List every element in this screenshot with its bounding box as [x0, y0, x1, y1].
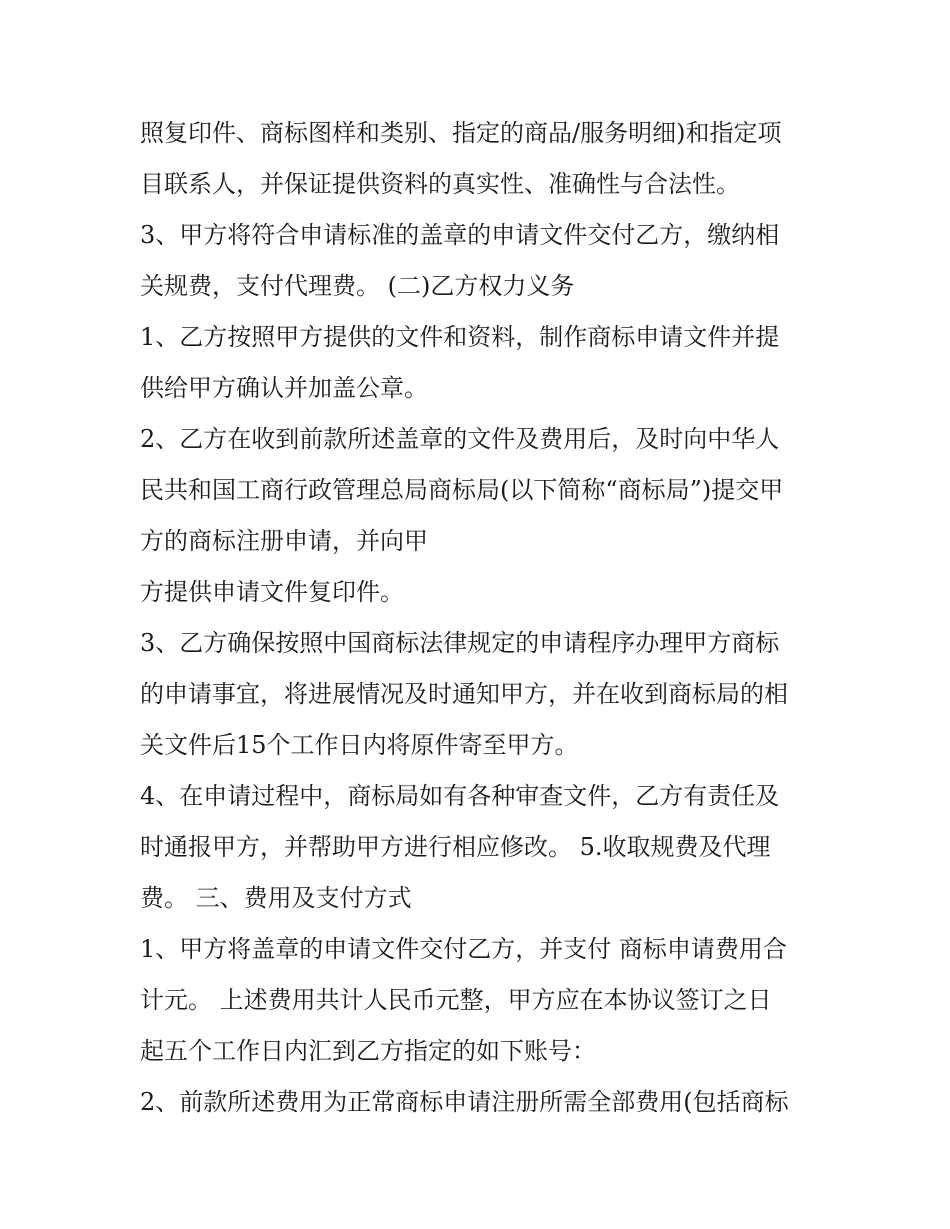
- text-line: 1、乙方按照甲方提供的文件和资料，制作商标申请文件并提: [140, 323, 780, 351]
- text-line: 3、乙方确保按照中国商标法律规定的申请程序办理甲方商标: [140, 629, 780, 657]
- text-line: 2、乙方在收到前款所述盖章的文件及费用后，及时向中华人: [140, 425, 780, 453]
- text-line: 目联系人，并保证提供资料的真实性、准确性与合法性。: [140, 170, 740, 198]
- text-line: 关规费，支付代理费。 (二)乙方权力义务: [140, 272, 575, 300]
- text-line: 照复印件、商标图样和类别、指定的商品/服务明细)和指定项: [140, 119, 782, 147]
- text-line: 时通报甲方，并帮助甲方进行相应修改。 5.收取规费及代理: [140, 833, 771, 861]
- text-line: 起五个工作日内汇到乙方指定的如下账号：: [140, 1037, 596, 1065]
- text-line: 方提供申请文件复印件。: [140, 578, 404, 606]
- text-line: 3、甲方将符合申请标准的盖章的申请文件交付乙方，缴纳相: [140, 221, 780, 249]
- text-line: 供给甲方确认并加盖公章。: [140, 374, 428, 402]
- text-line: 1、甲方将盖章的申请文件交付乙方，并支付 商标申请费用合: [140, 935, 787, 963]
- text-line: 4、在申请过程中，商标局如有各种审查文件，乙方有责任及: [140, 782, 780, 810]
- text-line: 关文件后15个工作日内将原件寄至甲方。: [140, 731, 579, 759]
- text-line: 民共和国工商行政管理总局商标局(以下简称“商标局”)提交甲: [140, 476, 784, 504]
- text-line: 的申请事宜，将进展情况及时通知甲方，并在收到商标局的相: [140, 680, 788, 708]
- text-line: 方的商标注册申请，并向甲: [140, 527, 428, 555]
- text-line: 计元。 上述费用共计人民币元整，甲方应在本协议签订之日: [140, 986, 772, 1014]
- text-line: 费。 三、费用及支付方式: [140, 884, 412, 912]
- text-line: 2、前款所述费用为正常商标申请注册所需全部费用(包括商标: [140, 1088, 789, 1116]
- document-body: [140, 108, 820, 1128]
